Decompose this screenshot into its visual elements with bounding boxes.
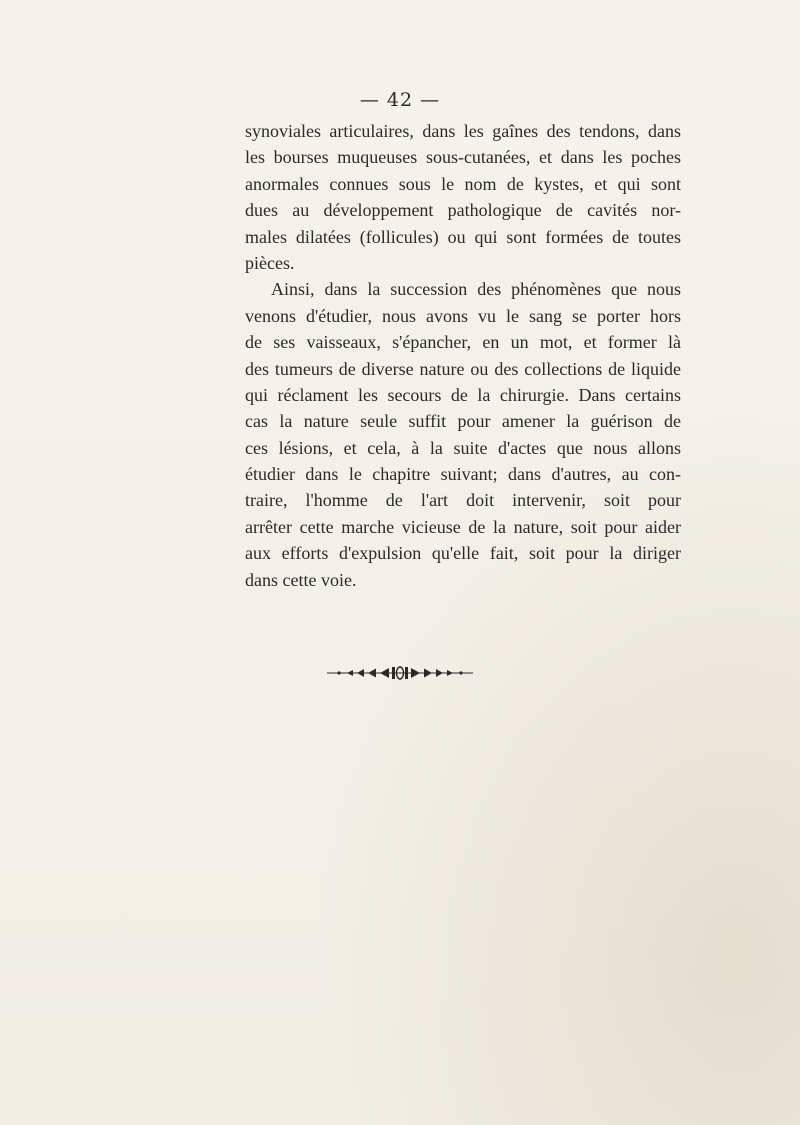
text-line: étudier dans le chapitre suivant; dans d'autres, au con- <box>245 464 681 485</box>
text-line: des tumeurs de diverse nature ou des collections de liquide <box>245 358 681 379</box>
text-line: cas la nature seule suffit pour amener la guérison de <box>245 411 681 432</box>
fleuron-divider-icon <box>325 665 475 681</box>
text-line: qui réclament les secours de la chirurgie. Dans certains <box>245 384 681 405</box>
text-line: de ses vaisseaux, s'épancher, en un mot, et former là <box>245 332 681 353</box>
paragraph-start-line: Ainsi, dans la succession des phénomènes que nous <box>271 279 681 300</box>
text-line: les bourses muqueuses sous-cutanées, et dans les poches <box>245 147 681 168</box>
text-line: venons d'étudier, nous avons vu le sang se porter hors <box>245 305 681 326</box>
paragraph-end-line: pièces. <box>245 252 295 273</box>
paragraph-end-line: dans cette voie. <box>245 569 357 590</box>
fleuron-divider-icon <box>0 658 800 688</box>
text-line: dues au développement pathologique de cavités nor- <box>245 200 681 221</box>
text-line: aux efforts d'expulsion qu'elle fait, soit pour la diriger <box>245 543 681 564</box>
text-line: anormales connues sous le nom de kystes, et qui sont <box>245 173 681 194</box>
text-line: ces lésions, et cela, à la suite d'actes que nous allons <box>245 437 681 458</box>
text-line: males dilatées (follicules) ou qui sont formées de toutes <box>245 226 681 247</box>
text-line: arrêter cette marche vicieuse de la nature, soit pour aider <box>245 516 681 537</box>
text-line: traire, l'homme de l'art doit intervenir, soit pour <box>245 490 681 511</box>
body-text <box>245 118 681 593</box>
text-line: synoviales articulaires, dans les gaînes des tendons, dans <box>245 121 681 141</box>
page-number: — 42 — <box>359 89 441 111</box>
